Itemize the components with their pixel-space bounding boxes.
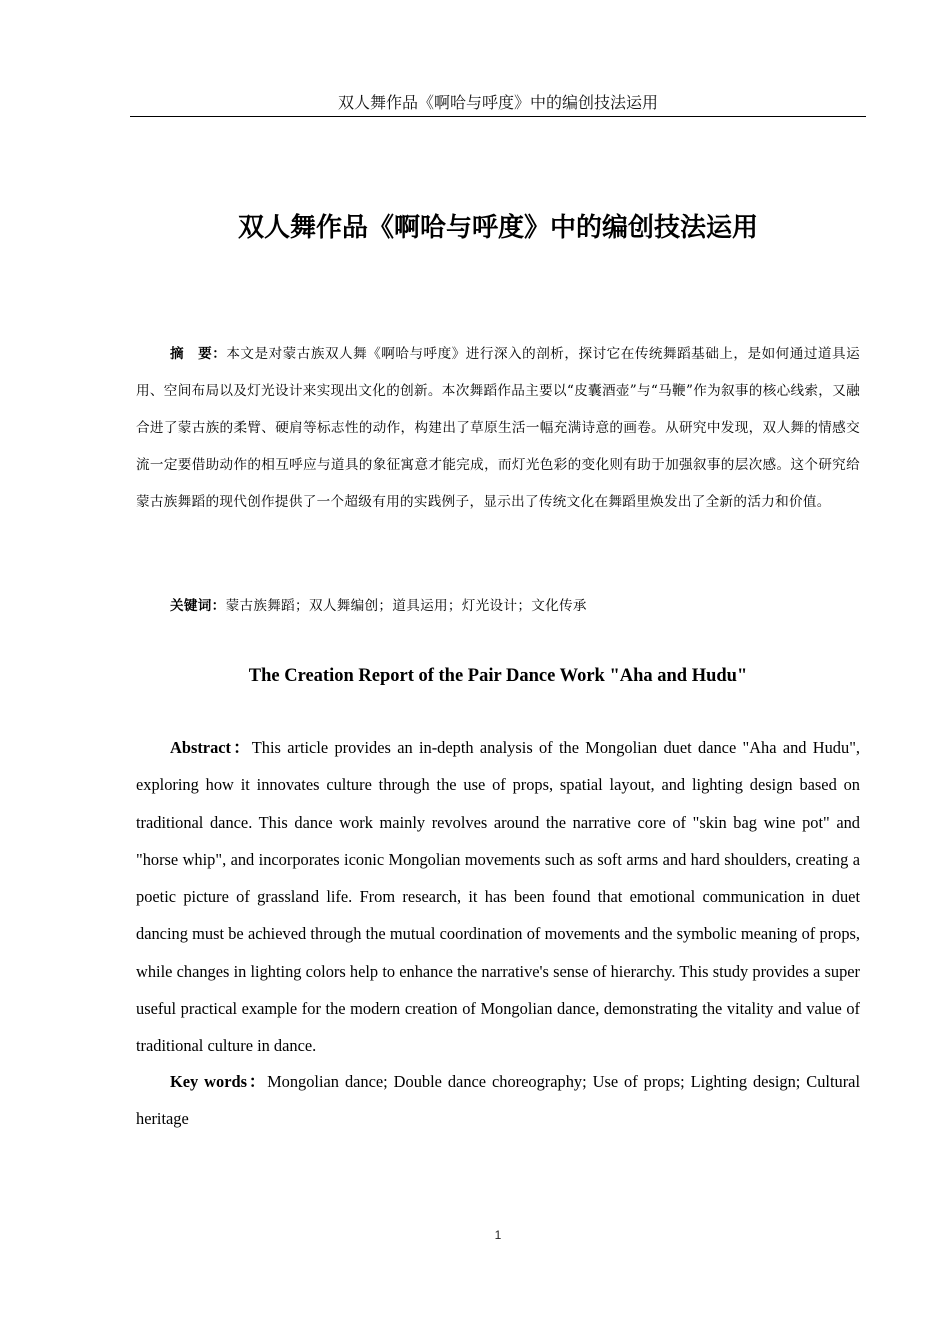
- chinese-keywords: [136, 588, 860, 625]
- english-keywords: [136, 1063, 860, 1138]
- chinese-keywords-label: 关键词：: [170, 598, 226, 614]
- chinese-abstract-text: 本文是对蒙古族双人舞《啊哈与呼度》进行深入的剖析，探讨它在传统舞蹈基础上，是如何通过道具运用、空间布局以及灯光设计来实现出文化的创新。本次舞蹈作品主要以“皮囊酒壶”与“马鞭”作为叙事的核心线索，又融合进了蒙古族的柔臂、硬肩等标志性的动作，构建出了草原生活一幅充满诗意的画卷。从研究中发现，双人舞的情感交流一定要借助动作的相互呼应与道具的象征寓意才能完成，而灯光色彩的变化则有助于加强叙事的层次感。这个研究给蒙古族舞蹈的现代创作提供了一个超级有用的实践例子，显示出了传统文化在舞蹈里焕发出了全新的活力和价值。: [136, 346, 860, 510]
- page-title: 双人舞作品《啊哈与呼度》中的编创技法运用: [237, 213, 758, 243]
- chinese-abstract: [136, 336, 860, 521]
- english-keywords-label: Key words：: [170, 1072, 268, 1091]
- chinese-abstract-label: 摘 要：: [170, 346, 227, 362]
- english-keywords-text: Mongolian dance; Double dance choreography; Use of props; Lighting design; Cultural heritage: [136, 1072, 860, 1129]
- running-header: 双人舞作品《啊哈与呼度》中的编创技法运用: [130, 92, 866, 117]
- english-abstract-text: This article provides an in-depth analysis of the Mongolian duet dance "Aha and Hudu", exploring how it innovates culture through the use of props, spatial layout, and lighting design based on traditional dance. This dance work mainly revolves around the narrative core of "skin bag wine pot" and "horse whip", and incorporates iconic Mongolian movements such as soft arms and hard shoulders, creating a poetic picture of grassland life. From research, it has been found that emotional communication in duet dancing must be achieved through the mutual coordination of movements and the symbolic meaning of props, while changes in lighting colors help to enhance the narrative's sense of hierarchy. This study provides a super useful practical example for the modern creation of Mongolian dance, demonstrating the vitality and value of traditional culture in dance.: [136, 738, 860, 1056]
- english-abstract: [136, 729, 860, 1065]
- page-number: 1: [494, 1228, 502, 1242]
- chinese-keywords-text: 蒙古族舞蹈；双人舞编创；道具运用；灯光设计；文化传承: [225, 598, 587, 614]
- english-title: The Creation Report of the Pair Dance Work "Aha and Hudu": [248, 666, 748, 686]
- english-abstract-label: Abstract：: [170, 738, 252, 757]
